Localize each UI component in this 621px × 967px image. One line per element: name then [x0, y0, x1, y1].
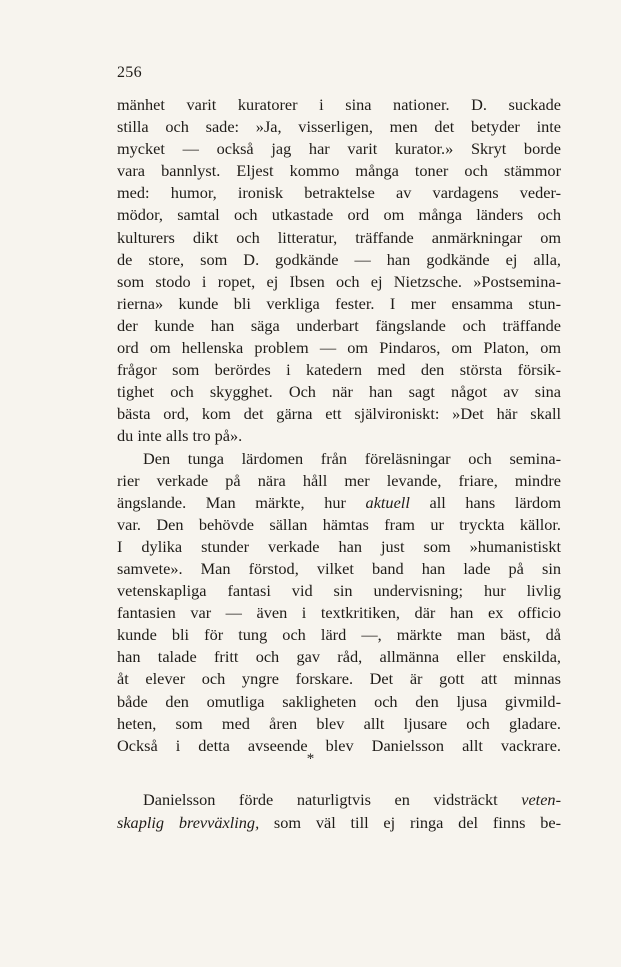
text-line: mödor, samtal och utkastade ord om många länders och	[117, 205, 561, 225]
text-line: rier verkade på nära håll mer levande, friare, mindre	[117, 470, 561, 490]
text-line: tighet och skygghet. Och när han sagt något av sina	[117, 382, 561, 402]
text-line: bästa ord, kom det gärna ett självironiskt: »Det här skall	[117, 404, 561, 424]
text-line: rierna» kunde bli verkliga fester. I mer ensamma stun-	[117, 293, 561, 313]
text-line: med: humor, ironisk betraktelse av vardagens veder-	[117, 183, 561, 203]
text-segment: som väl till ej ringa del finns be-	[259, 813, 561, 832]
emphasis-text: skaplig brevväxling,	[117, 813, 260, 832]
text-line: vetenskapliga fantasi vid sin undervisning; hur livlig	[117, 581, 561, 601]
text-line: du inte alls tro på».	[117, 426, 243, 446]
text-line: fantasien var — även i textkritiken, där han ex officio	[117, 603, 561, 623]
text-line: både den omutliga sakligheten och den ljusa givmild-	[117, 691, 561, 711]
text-line: stilla och sade: »Ja, visserligen, men det betyder inte	[117, 117, 561, 137]
text-line: åt elever och yngre forskare. Det är gott att minnas	[117, 669, 561, 689]
emphasis-text: aktuell	[365, 492, 410, 512]
text-line: samvete». Man förstod, vilket band han lade på sin	[117, 558, 561, 578]
text-line: vara bannlyst. Eljest kommo många toner och stämmor	[117, 161, 561, 181]
main-text	[117, 94, 561, 757]
text-line	[117, 492, 561, 514]
text-line: mycket — också jag har varit kurator.» Skryt borde	[117, 139, 561, 159]
text-line: som stodo i ropet, ej Ibsen och ej Nietzsche. »Postsemina-	[117, 271, 561, 291]
text-line	[117, 811, 561, 834]
text-line: Också i detta avseende blev Danielsson allt vackrare.	[117, 735, 561, 755]
emphasis-text: veten-	[521, 790, 561, 809]
text-line: kulturers dikt och litteratur, träffande anmärkningar om	[117, 227, 561, 247]
text-segment: ängslande. Man märkte, hur	[117, 492, 366, 512]
text-line: de store, som D. godkände — han godkände ej alla,	[117, 249, 561, 269]
text-line: I dylika stunder verkade han just som »humanistiskt	[117, 536, 561, 556]
text-segment: all hans lärdom	[409, 492, 561, 512]
text-line: kunde bli för tung och lärd —, märkte man bäst, då	[117, 625, 561, 645]
paragraph-2	[117, 448, 561, 757]
text-line: frågor som berördes i katedern med den största försik-	[117, 360, 561, 380]
text-line: heten, som med åren blev allt ljusare och gladare.	[117, 713, 561, 733]
paragraph-3	[117, 788, 561, 834]
page-number: 256	[117, 64, 142, 81]
section-ornament: *	[306, 751, 315, 767]
paragraph-1	[117, 94, 561, 448]
text-line: mänhet varit kuratorer i sina nationer. D. suckade	[117, 95, 561, 114]
text-line: var. Den behövde sällan hämtas fram ur tryckta källor.	[117, 514, 561, 534]
text-line: han talade fritt och gav råd, allmänna eller enskilda,	[117, 647, 561, 667]
text-line	[117, 788, 561, 811]
text-line: der kunde han säga underbart fängslande och träffande	[117, 315, 561, 335]
text-segment: Danielsson förde naturligtvis en vidsträckt	[143, 790, 522, 809]
text-line: ord om hellenska problem — om Pindaros, om Platon, om	[117, 338, 561, 358]
text-line: Den tunga lärdomen från föreläsningar och semina-	[143, 448, 561, 468]
